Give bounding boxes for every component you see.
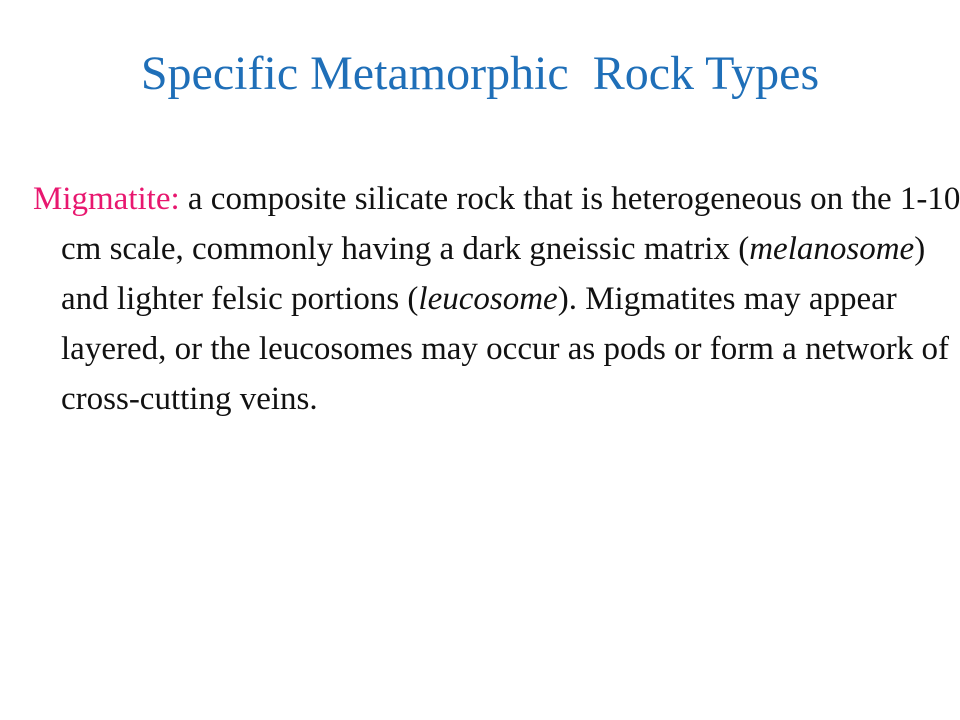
term-melanosome: melanosome [749,231,915,267]
definition-paragraph [33,174,960,424]
definition-text-3: ). Migmatites may appear layered, or the leucosomes may occur as pods or form a network of cross-cutting veins. [61,281,949,417]
title-part-2: Rock Types [592,47,820,100]
definition-text-2: ) and lighter felsic portions ( [61,231,926,317]
term-leucosome: leucosome [418,281,558,317]
term-migmatite: Migmatite: [33,181,180,217]
title-part-1: Specific Metamorphic [140,47,569,100]
slide-title [0,44,960,104]
definition-text-1: a composite silicate rock that is heterogeneous on the 1-10 cm scale, commonly having a dark gneissic matrix ( [61,181,960,267]
